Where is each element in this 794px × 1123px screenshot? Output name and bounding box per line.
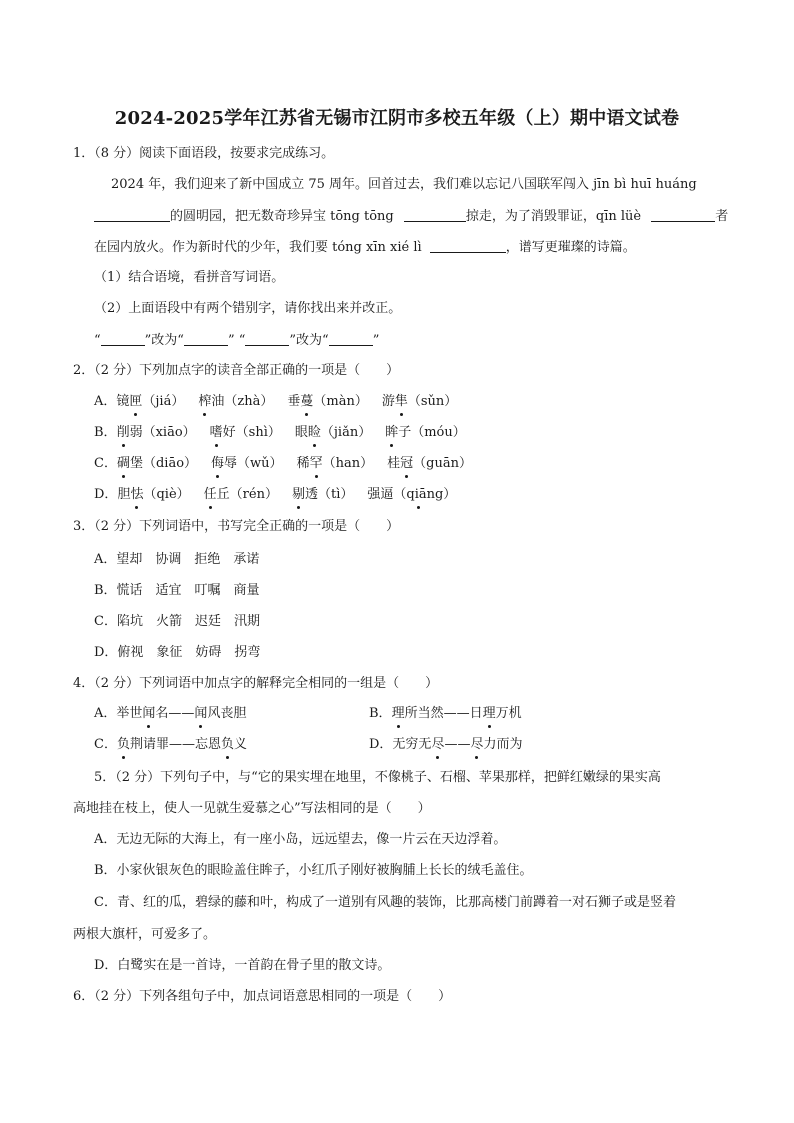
- q1-paragraph-line-1: 2024 年，我们迎来了新中国成立 75 周年。回首过去，我们难以忘记八国联军闯入 jīn bì huī huáng: [111, 177, 697, 192]
- answer-blank[interactable]: [430, 238, 506, 253]
- q4-option-b: B．理所当然——日理万机: [369, 706, 522, 721]
- q3-heading: 3．（2 分）下列词语中，书写完全正确的一项是（ ）: [73, 519, 400, 534]
- answer-blank[interactable]: [404, 207, 466, 222]
- q1-paragraph-line-2: 的圆明园，把无数奇珍异宝 tōng tōng 掠走，为了消毁罪证，qīn lüè 者: [94, 207, 728, 226]
- q5-option-c-line-1: C．青、红的瓜，碧绿的藤和叶，构成了一道别有风趣的装饰，比那高楼门前蹲着一对石狮子或是竖着: [94, 895, 676, 910]
- q2-option-c: C．碉堡（diāo） 侮辱（wǔ） 稀罕（han） 桂冠（guān）: [94, 456, 472, 471]
- answer-blank[interactable]: [651, 207, 715, 222]
- correct-char-blank[interactable]: [184, 331, 228, 346]
- answer-blank[interactable]: [94, 207, 170, 222]
- q3-option-b: B．慌话 适宜 叮嘱 商量: [94, 583, 260, 598]
- q5-option-a: A．无边无际的大海上，有一座小岛，远远望去，像一片云在天边浮着。: [94, 832, 507, 847]
- q5-heading-line-2: 高地挂在枝上，使人一见就生爱慕之心”写法相同的是（ ）: [73, 801, 431, 816]
- q5-option-d: D．白鹭实在是一首诗，一首韵在骨子里的散文诗。: [94, 958, 391, 973]
- q4-option-d: D．无穷无尽——尽力而为: [369, 737, 523, 752]
- q3-option-c: C．陷坑 火箭 迟廷 汛期: [94, 614, 260, 629]
- q1-correction-line: “ ”改为“ ” “ ”改为“ ”: [94, 333, 380, 348]
- q1-heading: 1．（8 分）阅读下面语段，按要求完成练习。: [73, 146, 335, 161]
- q6-heading: 6．（2 分）下列各组句子中，加点词语意思相同的一项是（ ）: [73, 989, 452, 1004]
- q4-option-a: A．举世闻名——闻风丧胆: [94, 706, 247, 721]
- wrong-char-blank[interactable]: [101, 331, 145, 346]
- wrong-char-blank[interactable]: [245, 331, 289, 346]
- q2-option-b: B．削弱（xiāo） 嗜好（shì） 眼睑（jiǎn） 眸子（móu）: [94, 425, 466, 440]
- q1-paragraph-line-3: 在园内放火。作为新时代的少年，我们要 tóng xīn xié lì ，谱写更璀璨的诗篇。: [94, 240, 636, 255]
- q2-option-d: D．胆怯（qiè） 任丘（rén） 剔透（tì） 强逼（qiāng）: [94, 487, 457, 502]
- q5-option-b: B．小家伙银灰色的眼睑盖住眸子，小红爪子刚好被胸脯上长长的绒毛盖住。: [94, 863, 533, 878]
- q3-option-d: D．俯视 象征 妨碍 拐弯: [94, 645, 261, 660]
- correct-char-blank[interactable]: [329, 331, 373, 346]
- q3-option-a: A．望却 协调 拒绝 承诺: [94, 552, 260, 567]
- q2-heading: 2．（2 分）下列加点字的读音全部正确的一项是（ ）: [73, 363, 400, 378]
- q5-option-c-line-2: 两根大旗杆，可爱多了。: [73, 927, 217, 942]
- q5-heading-line-1: 5．（2 分）下列句子中，与“它的果实埋在地里，不像桃子、石榴、苹果那样，把鲜红嫩绿的果实高: [94, 770, 661, 785]
- q1-sub-2: （2）上面语段中有两个错别字，请你找出来并改正。: [94, 301, 402, 316]
- exam-title: 2024-2025学年江苏省无锡市江阴市多校五年级（上）期中语文试卷: [114, 108, 680, 129]
- q4-heading: 4．（2 分）下列词语中加点字的解释完全相同的一组是（ ）: [73, 676, 439, 691]
- q2-option-a: A．镜匣（jiá） 榨油（zhà） 垂蔓（màn） 游隼（sǔn）: [94, 394, 458, 409]
- q1-sub-1: （1）结合语境，看拼音写词语。: [94, 270, 285, 285]
- q4-option-c: C．负荆请罪——忘恩负义: [94, 737, 248, 752]
